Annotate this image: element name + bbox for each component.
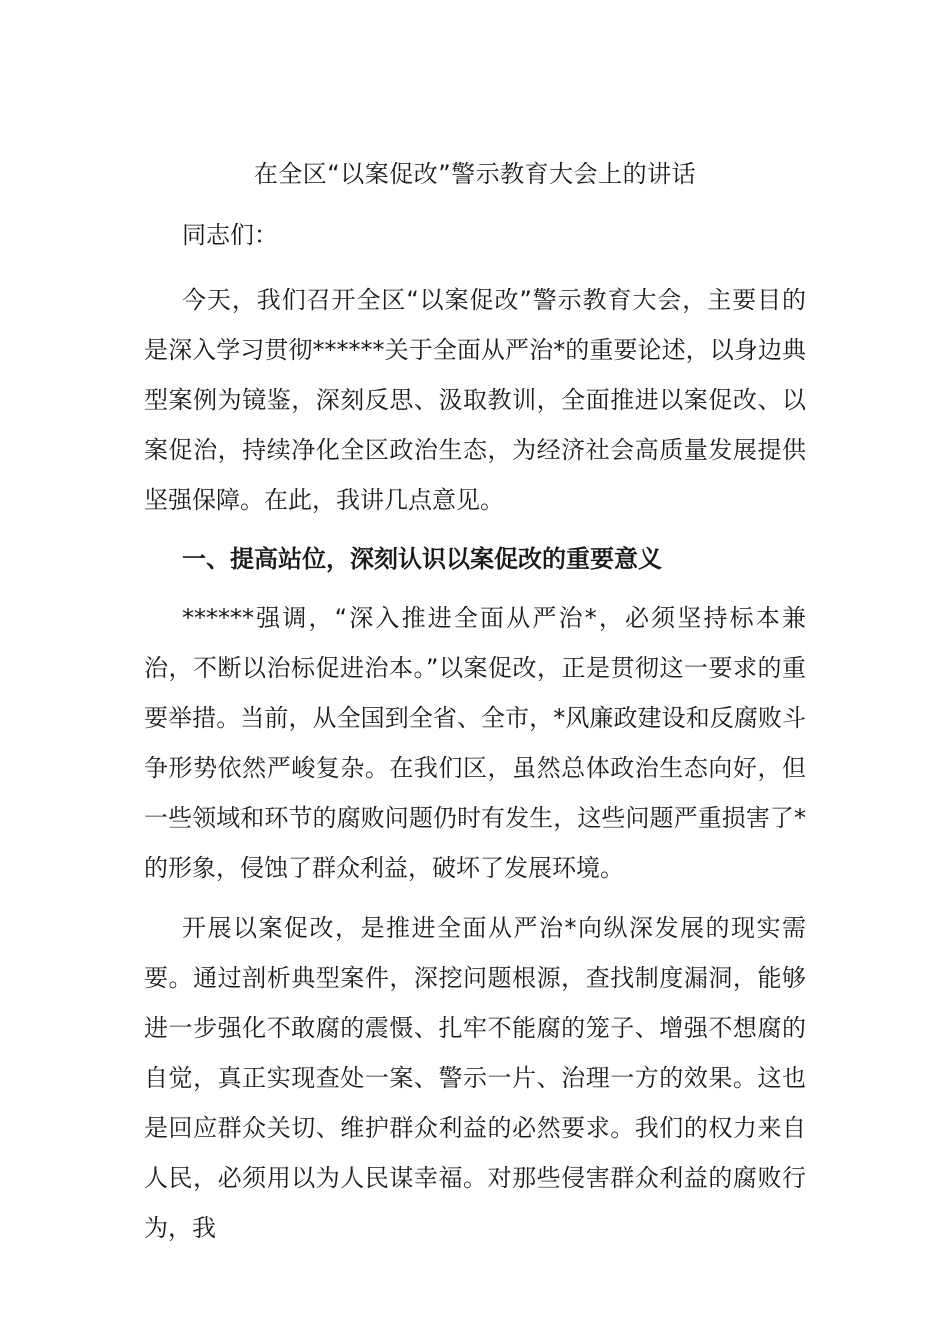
section-heading: 一、提高站位，深刻认识以案促改的重要意义	[182, 545, 662, 573]
document-title: 在全区“以案促改”警示教育大会上的讲话	[253, 160, 697, 188]
paragraph-section-1: ******强调，“深入推进全面从严治*，必须坚持标本兼治，不断以治标促进治本。”以案促改，正是贯彻这一要求的重要举措。当前，从全国到全省、全市，*风廉政建设和反腐败斗争形势依然严峻复杂。在我们区，虽然总体政治生态向好，但一些领域和环节的腐败问题仍时有发生，这些问题严重损害了*的形象，侵蚀了群众利益，破坏了发展环境。	[144, 604, 806, 882]
paragraph-section-2: 开展以案促改，是推进全面从严治*向纵深发展的现实需要。通过剖析典型案件，深挖问题根源，查找制度漏洞，能够进一步强化不敢腐的震慑、扎牢不能腐的笼子、增强不想腐的自觉，真正实现查处一案、警示一片、治理一方的效果。这也是回应群众关切、维护群众利益的必然要求。我们的权力来自人民，必须用以为人民谋幸福。对那些侵害群众利益的腐败行为，我	[144, 914, 806, 1242]
paragraph-intro: 今天，我们召开全区“以案促改”警示教育大会，主要目的是深入学习贯彻******关于全面从严治*的重要论述，以身边典型案例为镜鉴，深刻反思、汲取教训，全面推进以案促改、以案促治，持续净化全区政治生态，为经济社会高质量发展提供坚强保障。在此，我讲几点意见。	[144, 286, 806, 514]
salutation: 同志们：	[182, 221, 278, 249]
